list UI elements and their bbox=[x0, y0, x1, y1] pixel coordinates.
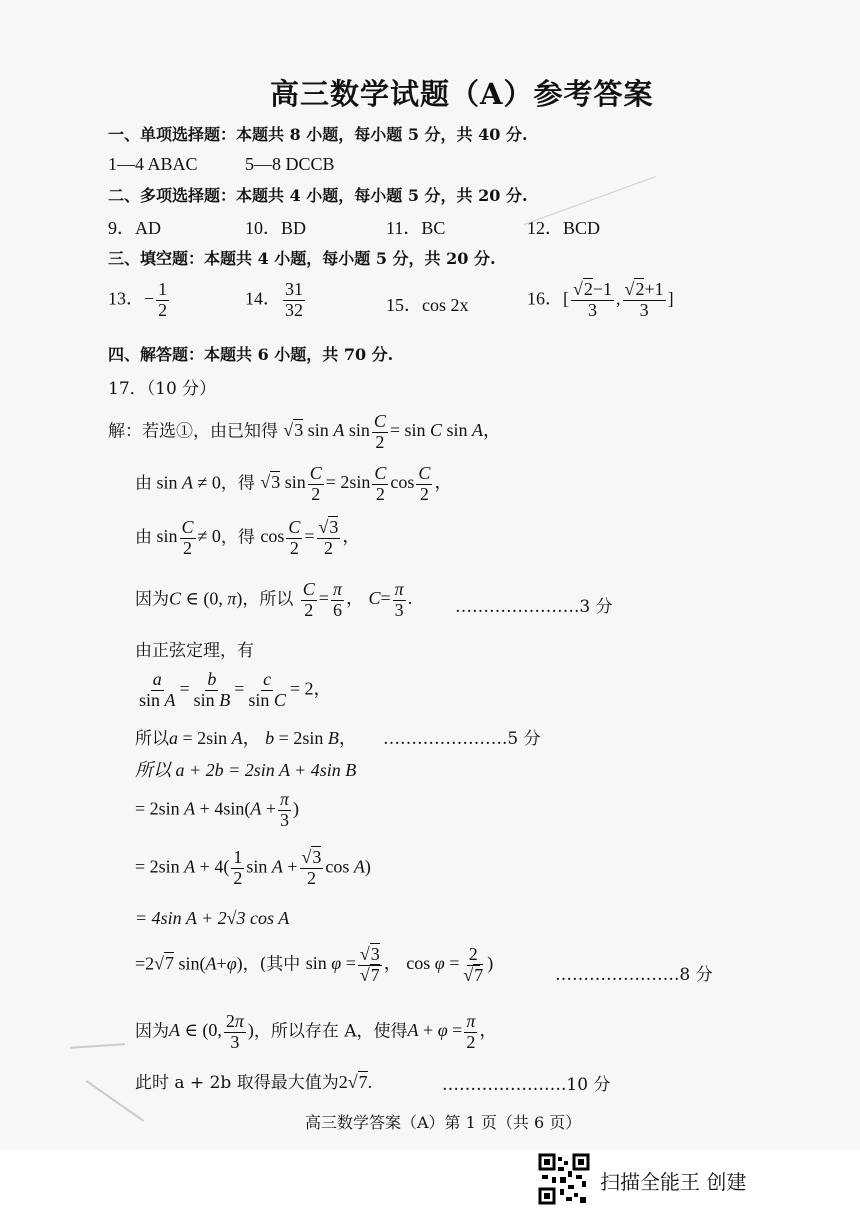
solution-line-7: 所以a = 2sin A， b = 2sin B， bbox=[135, 728, 357, 749]
score-10: ………………….10 分 bbox=[442, 1075, 611, 1095]
answer-10: 10．BD bbox=[245, 218, 307, 238]
score-5: ………………….5 分 bbox=[383, 729, 541, 749]
page-footer: 高三数学答案（A）第 1 页（共 6 页） bbox=[305, 1113, 582, 1132]
answer-9: 9．AD bbox=[108, 218, 161, 238]
section-multi-choice: 二、多项选择题：本题共 4 小题，每小题 5 分，共 20 分. bbox=[108, 186, 528, 205]
solution-line-14: 此时 a + 2b 取得最大值为2√7. bbox=[135, 1072, 373, 1093]
scanner-watermark-text: 扫描全能王 创建 bbox=[600, 1170, 747, 1194]
answer-16: 16．[ $\frac{√2-1}{3}$ , $\frac{√2+1}{3}$ ] bbox=[527, 279, 674, 320]
solution-line-8: 所以 a + 2b = 2sin A + 4sin B bbox=[135, 760, 357, 780]
section-fill-blank: 三、填空题：本题共 4 小题，每小题 5 分，共 20 分. bbox=[108, 249, 496, 268]
score-8: ………………….8 分 bbox=[555, 965, 713, 985]
solution-line-10: = 2sin A + 4( $\frac{1}{2}$ sin A + $\frac{√3}{2}$ cos A) bbox=[135, 847, 371, 888]
answer-13: 13．− $\frac{1}{2}$ bbox=[108, 279, 168, 320]
answer-11: 11．BC bbox=[386, 218, 446, 238]
solution-line-3: 由 sin $\frac{C}{2}$ ≠ 0，得 cos $\frac{C}{2}$ = $\frac{√3}{2}$ ， bbox=[135, 517, 361, 558]
score-3: ………………….3 分 bbox=[455, 597, 613, 617]
solution-line-1: 解：若选①，由已知得 √3 sin A sin $\frac{C}{2}$ = sin C sin A， bbox=[108, 411, 502, 452]
solution-line-4: 因为C ∈ (0, π)，所以 $\frac{C}{2}$ = $\frac{\pi}{6}$ ， C= $\frac{\pi}{3}$ . bbox=[135, 579, 413, 620]
answer-14: 14． $\frac{31}{32}$ bbox=[245, 279, 303, 320]
section-single-choice: 一、单项选择题：本题共 8 小题，每小题 5 分，共 40 分. bbox=[108, 125, 528, 144]
page-title: 高三数学试题（A）参考答案 bbox=[270, 77, 654, 111]
section-solutions: 四、解答题：本题共 6 小题，共 70 分. bbox=[108, 345, 394, 364]
answer-15: 15．cos 2x bbox=[386, 295, 469, 315]
solution-line-5: 由正弦定理，有 bbox=[135, 641, 254, 661]
solution-line-13: 因为A ∈ (0, $\frac{2\pi}{3}$ )，所以存在 A，使得A + φ = $\frac{\pi}{2}$ ， bbox=[135, 1011, 498, 1052]
scan-noise-mark bbox=[70, 1043, 125, 1049]
qr-code-icon bbox=[538, 1153, 590, 1205]
answer-12: 12．BCD bbox=[527, 218, 601, 238]
solution-line-2: 由 sin A ≠ 0，得 √3 sin $\frac{C}{2}$ = 2sin $\frac{C}{2}$ cos $\frac{C}{2}$ ， bbox=[135, 463, 453, 504]
solution-line-11: = 4sin A + 2√3 cos A bbox=[135, 908, 290, 928]
question-17-heading: 17．（10 分） bbox=[108, 379, 217, 399]
solution-line-12: =2√7 sin(A+φ)，(其中 sin φ = $\frac{√3}{√7}$ ， cos φ = $\frac{2}{√7}$ ) bbox=[135, 944, 494, 985]
solution-line-9: = 2sin A + 4sin(A + $\frac{\pi}{3}$ ) bbox=[135, 789, 300, 830]
solution-line-6: $\frac{a}{\text{sin A}}$ = $\frac{b}{\text{sin B}}$ = $\frac{c}{\text{sin C}}$ = 2， bbox=[139, 669, 332, 710]
answers-1-4: 1—4 ABAC bbox=[108, 154, 198, 174]
answers-5-8: 5—8 DCCB bbox=[245, 154, 335, 174]
